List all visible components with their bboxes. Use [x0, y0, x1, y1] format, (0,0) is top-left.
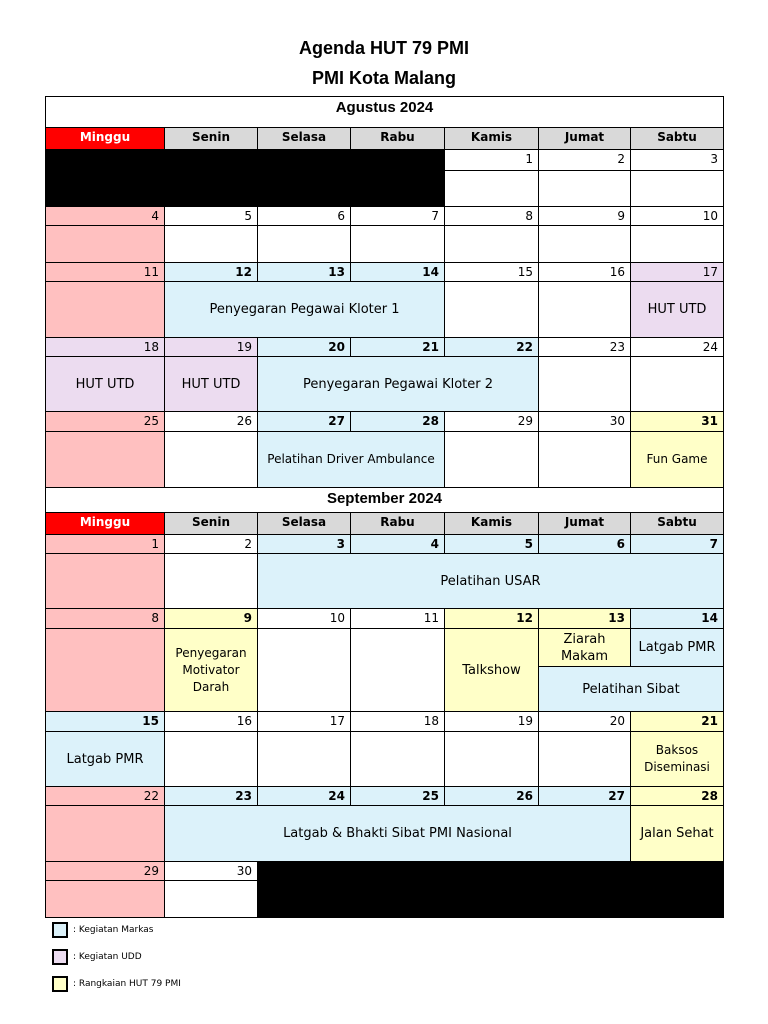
date-number: 12	[164, 262, 258, 282]
date-number: 21	[350, 337, 445, 357]
event-pelatihan-driver-ambulance: Pelatihan Driver Ambulance	[257, 431, 445, 488]
event-hut-utd: HUT UTD	[164, 356, 258, 412]
date-number: 22	[444, 337, 539, 357]
empty-day	[164, 431, 258, 488]
date-number: 25	[45, 411, 165, 432]
date-number: 23	[538, 337, 631, 357]
empty-day	[45, 281, 165, 338]
date-number: 26	[444, 786, 539, 806]
date-number: 3	[630, 149, 724, 171]
legend-swatch	[52, 949, 68, 965]
date-number: 31	[630, 411, 724, 432]
date-number: 8	[45, 608, 165, 629]
empty-day	[444, 170, 539, 207]
empty-day	[538, 225, 631, 263]
september-month-title: September 2024	[45, 487, 724, 513]
date-number: 28	[350, 411, 445, 432]
date-number: 17	[630, 262, 724, 282]
empty-day	[538, 356, 631, 412]
date-number: 27	[538, 786, 631, 806]
event-ziarah-makam: Ziarah Makam	[538, 628, 631, 667]
date-number: 7	[350, 206, 445, 226]
date-number: 21	[630, 711, 724, 732]
empty-day	[444, 281, 539, 338]
date-number: 10	[630, 206, 724, 226]
date-number: 8	[444, 206, 539, 226]
empty-day	[45, 805, 165, 862]
event-penyegaran-kloter-1: Penyegaran Pegawai Kloter 1	[164, 281, 445, 338]
legend-swatch	[52, 922, 68, 938]
date-number: 6	[257, 206, 351, 226]
date-number: 29	[45, 861, 165, 881]
date-number: 9	[164, 608, 258, 629]
date-number: 11	[350, 608, 445, 629]
event-hut-utd: HUT UTD	[630, 281, 724, 338]
date-number: 24	[257, 786, 351, 806]
empty-day	[257, 225, 351, 263]
date-number: 28	[630, 786, 724, 806]
date-number: 10	[257, 608, 351, 629]
empty-day	[45, 628, 165, 712]
event-fun-game: Fun Game	[630, 431, 724, 488]
empty-day	[538, 170, 631, 207]
date-number: 4	[45, 206, 165, 226]
empty-day	[45, 880, 165, 918]
date-number: 30	[538, 411, 631, 432]
date-number: 14	[630, 608, 724, 629]
empty-day	[164, 553, 258, 609]
weekday-header: Kamis	[444, 127, 539, 150]
date-number: 11	[45, 262, 165, 282]
weekday-header: Selasa	[257, 127, 351, 150]
empty-day	[538, 731, 631, 787]
weekday-header: Jumat	[538, 127, 631, 150]
date-number: 5	[164, 206, 258, 226]
date-number: 20	[257, 337, 351, 357]
date-number: 16	[538, 262, 631, 282]
date-number: 24	[630, 337, 724, 357]
weekday-header: Jumat	[538, 512, 631, 535]
event-penyegaran-kloter-2: Penyegaran Pegawai Kloter 2	[257, 356, 539, 412]
date-number: 16	[164, 711, 258, 732]
event-latgab-pmr: Latgab PMR	[45, 731, 165, 787]
date-number: 25	[350, 786, 445, 806]
date-number: 15	[444, 262, 539, 282]
event-pelatihan-sibat: Pelatihan Sibat	[538, 666, 724, 712]
empty-day	[350, 225, 445, 263]
date-number: 7	[630, 534, 724, 554]
date-number: 18	[45, 337, 165, 357]
event-jalan-sehat: Jalan Sehat	[630, 805, 724, 862]
weekday-header: Senin	[164, 512, 258, 535]
page-subtitle: PMI Kota Malang	[311, 68, 456, 88]
weekday-header: Senin	[164, 127, 258, 150]
empty-day	[444, 431, 539, 488]
date-number: 19	[444, 711, 539, 732]
date-number: 5	[444, 534, 539, 554]
legend-label: : Kegiatan UDD	[73, 952, 142, 962]
date-number: 19	[164, 337, 258, 357]
date-number: 13	[257, 262, 351, 282]
empty-day	[630, 356, 724, 412]
empty-day	[538, 431, 631, 488]
date-number: 26	[164, 411, 258, 432]
date-number: 1	[444, 149, 539, 171]
empty-day	[350, 628, 445, 712]
date-number: 20	[538, 711, 631, 732]
event-penyegaran-motivator-darah: Penyegaran Motivator Darah	[164, 628, 258, 712]
empty-day	[538, 281, 631, 338]
event-latgab-bhakti-sibat: Latgab & Bhakti Sibat PMI Nasional	[164, 805, 631, 862]
empty-day	[630, 225, 724, 263]
date-number: 15	[45, 711, 165, 732]
date-number: 1	[45, 534, 165, 554]
event-baksos-diseminasi: Baksos Diseminasi	[630, 731, 724, 787]
date-number: 30	[164, 861, 258, 881]
date-number: 23	[164, 786, 258, 806]
weekday-header: Rabu	[350, 512, 445, 535]
empty-day	[350, 731, 445, 787]
date-number: 2	[538, 149, 631, 171]
date-number: 2	[164, 534, 258, 554]
event-talkshow: Talkshow	[444, 628, 539, 712]
blank-days	[45, 149, 445, 207]
empty-day	[45, 225, 165, 263]
empty-day	[45, 431, 165, 488]
empty-day	[257, 731, 351, 787]
weekday-header: Kamis	[444, 512, 539, 535]
date-number: 3	[257, 534, 351, 554]
empty-day	[444, 731, 539, 787]
empty-day	[45, 553, 165, 609]
date-number: 4	[350, 534, 445, 554]
date-number: 6	[538, 534, 631, 554]
weekday-header: Rabu	[350, 127, 445, 150]
legend-label: : Rangkaian HUT 79 PMI	[73, 979, 181, 989]
empty-day	[164, 225, 258, 263]
date-number: 27	[257, 411, 351, 432]
legend-label: : Kegiatan Markas	[73, 925, 154, 935]
august-month-title: Agustus 2024	[45, 96, 724, 128]
empty-day	[164, 731, 258, 787]
date-number: 29	[444, 411, 539, 432]
weekday-header: Sabtu	[630, 127, 724, 150]
date-number: 18	[350, 711, 445, 732]
empty-day	[630, 170, 724, 207]
legend-swatch	[52, 976, 68, 992]
empty-day	[164, 880, 258, 918]
blank-days	[257, 861, 724, 918]
date-number: 14	[350, 262, 445, 282]
weekday-header: Selasa	[257, 512, 351, 535]
event-hut-utd: HUT UTD	[45, 356, 165, 412]
weekday-header: Minggu	[45, 512, 165, 535]
event-pelatihan-usar: Pelatihan USAR	[257, 553, 724, 609]
empty-day	[257, 628, 351, 712]
date-number: 9	[538, 206, 631, 226]
date-number: 13	[538, 608, 631, 629]
page-title: Agenda HUT 79 PMI	[298, 38, 470, 58]
event-latgab-pmr: Latgab PMR	[630, 628, 724, 667]
weekday-header: Minggu	[45, 127, 165, 150]
date-number: 12	[444, 608, 539, 629]
date-number: 17	[257, 711, 351, 732]
date-number: 22	[45, 786, 165, 806]
weekday-header: Sabtu	[630, 512, 724, 535]
empty-day	[444, 225, 539, 263]
